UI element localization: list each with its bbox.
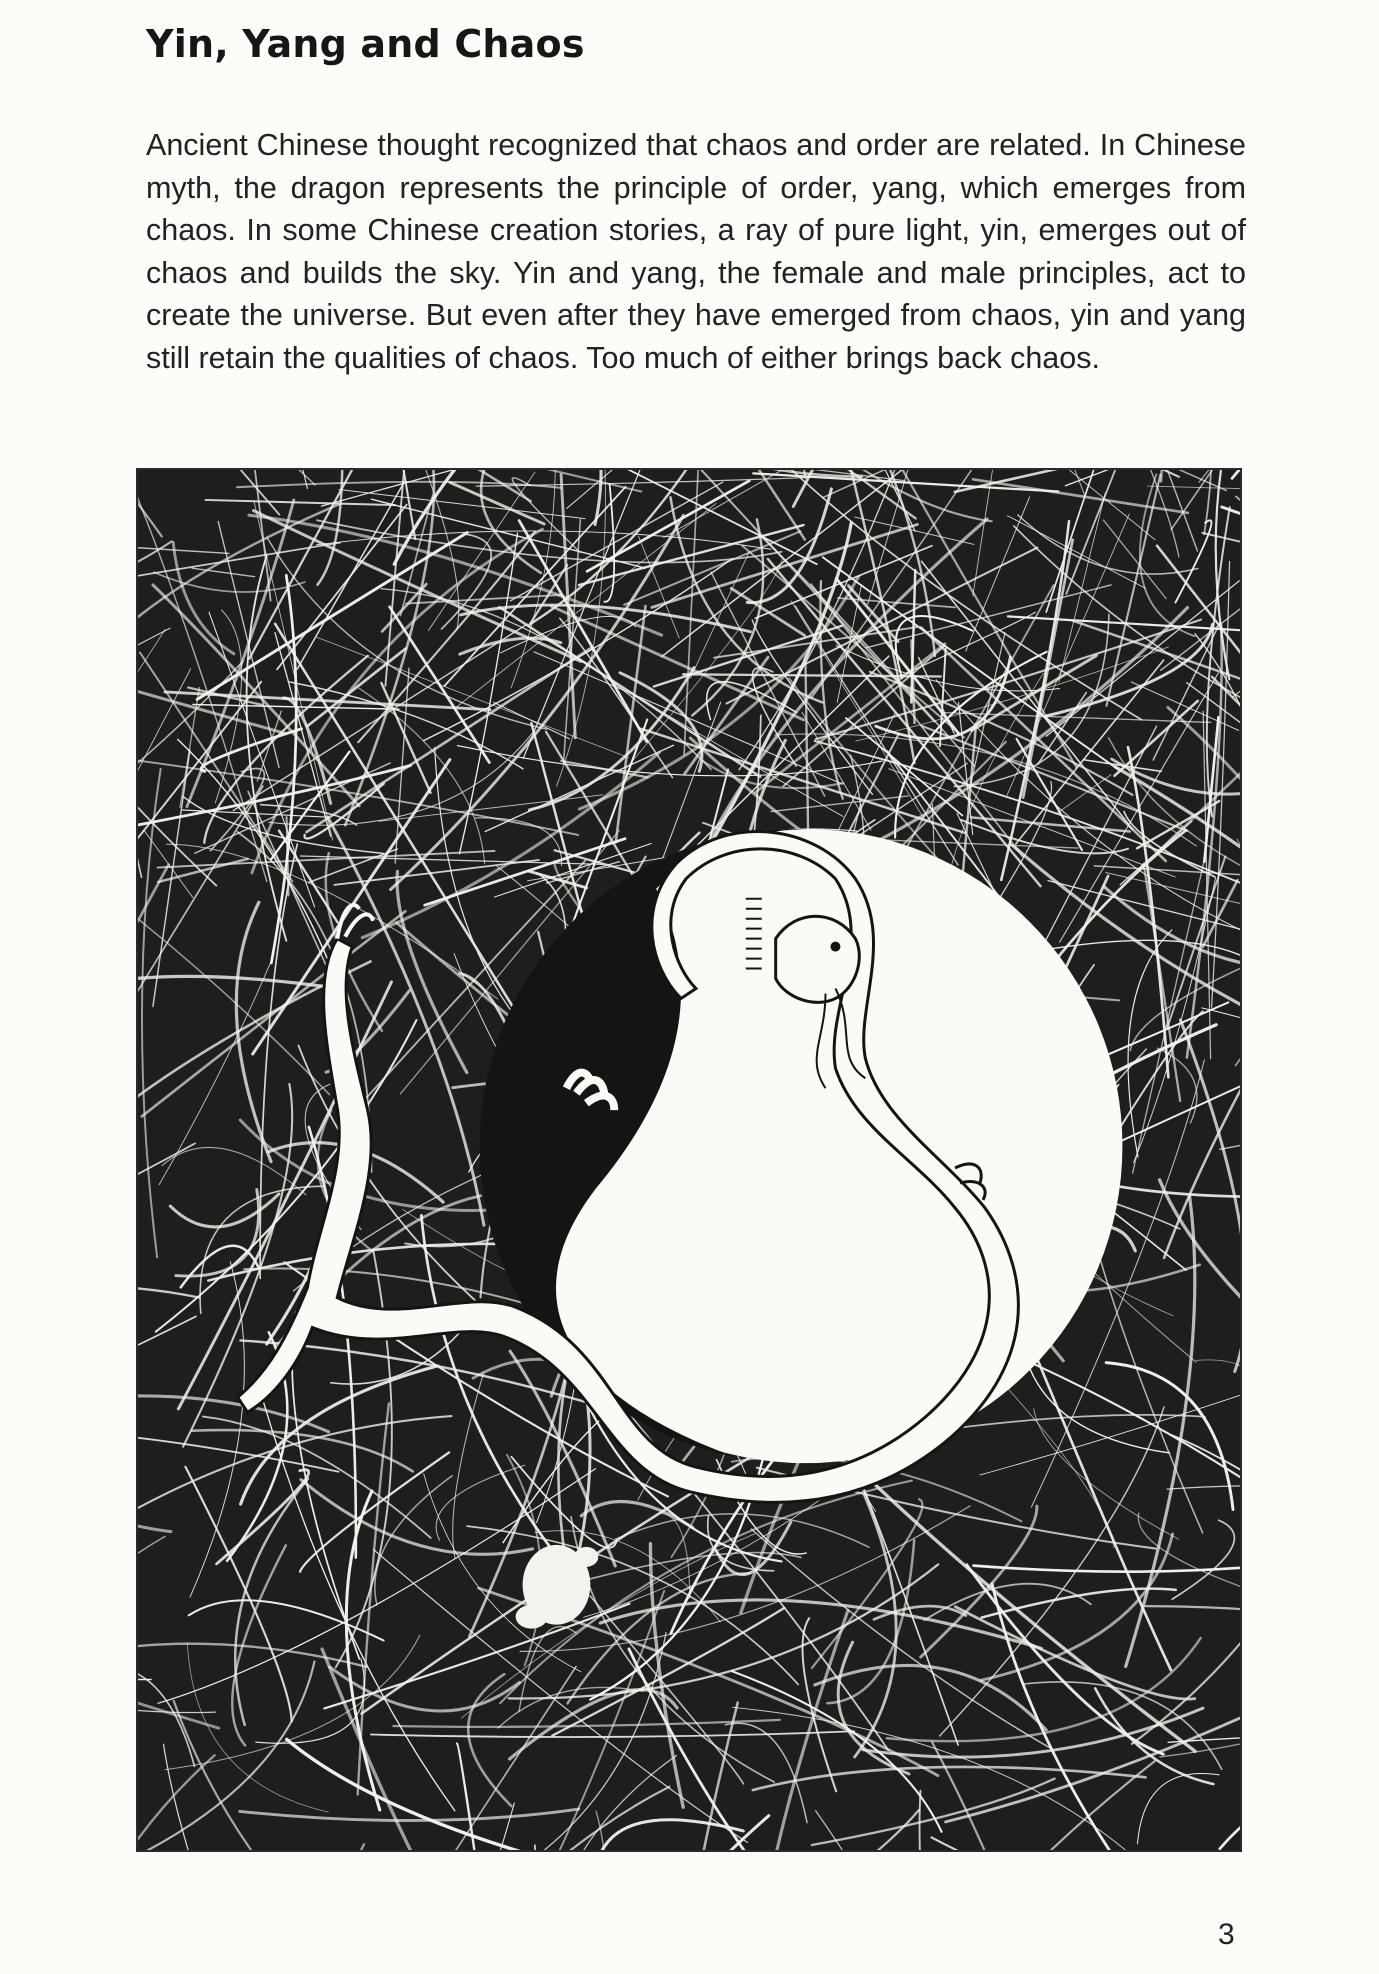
chaos-illustration bbox=[136, 468, 1242, 1852]
yin-yang-dragon-icon bbox=[138, 470, 1240, 1850]
page-title: Yin, Yang and Chaos bbox=[146, 22, 585, 66]
body-paragraph: Ancient Chinese thought recognized that chaos and order are related. In Chinese myth, the dragon represents the principle of order, yang, which emerges from chaos. In some Chinese creation stories, a ray of pure light, yin, emerges out of chaos and builds the sky. Yin and yang, the female and male principles, act to create the universe. But even after they have emerged from chaos, yin and yang still retain the qualities of chaos. Too much of either brings back chaos. bbox=[146, 128, 1246, 375]
page-number: 3 bbox=[1218, 1918, 1235, 1951]
